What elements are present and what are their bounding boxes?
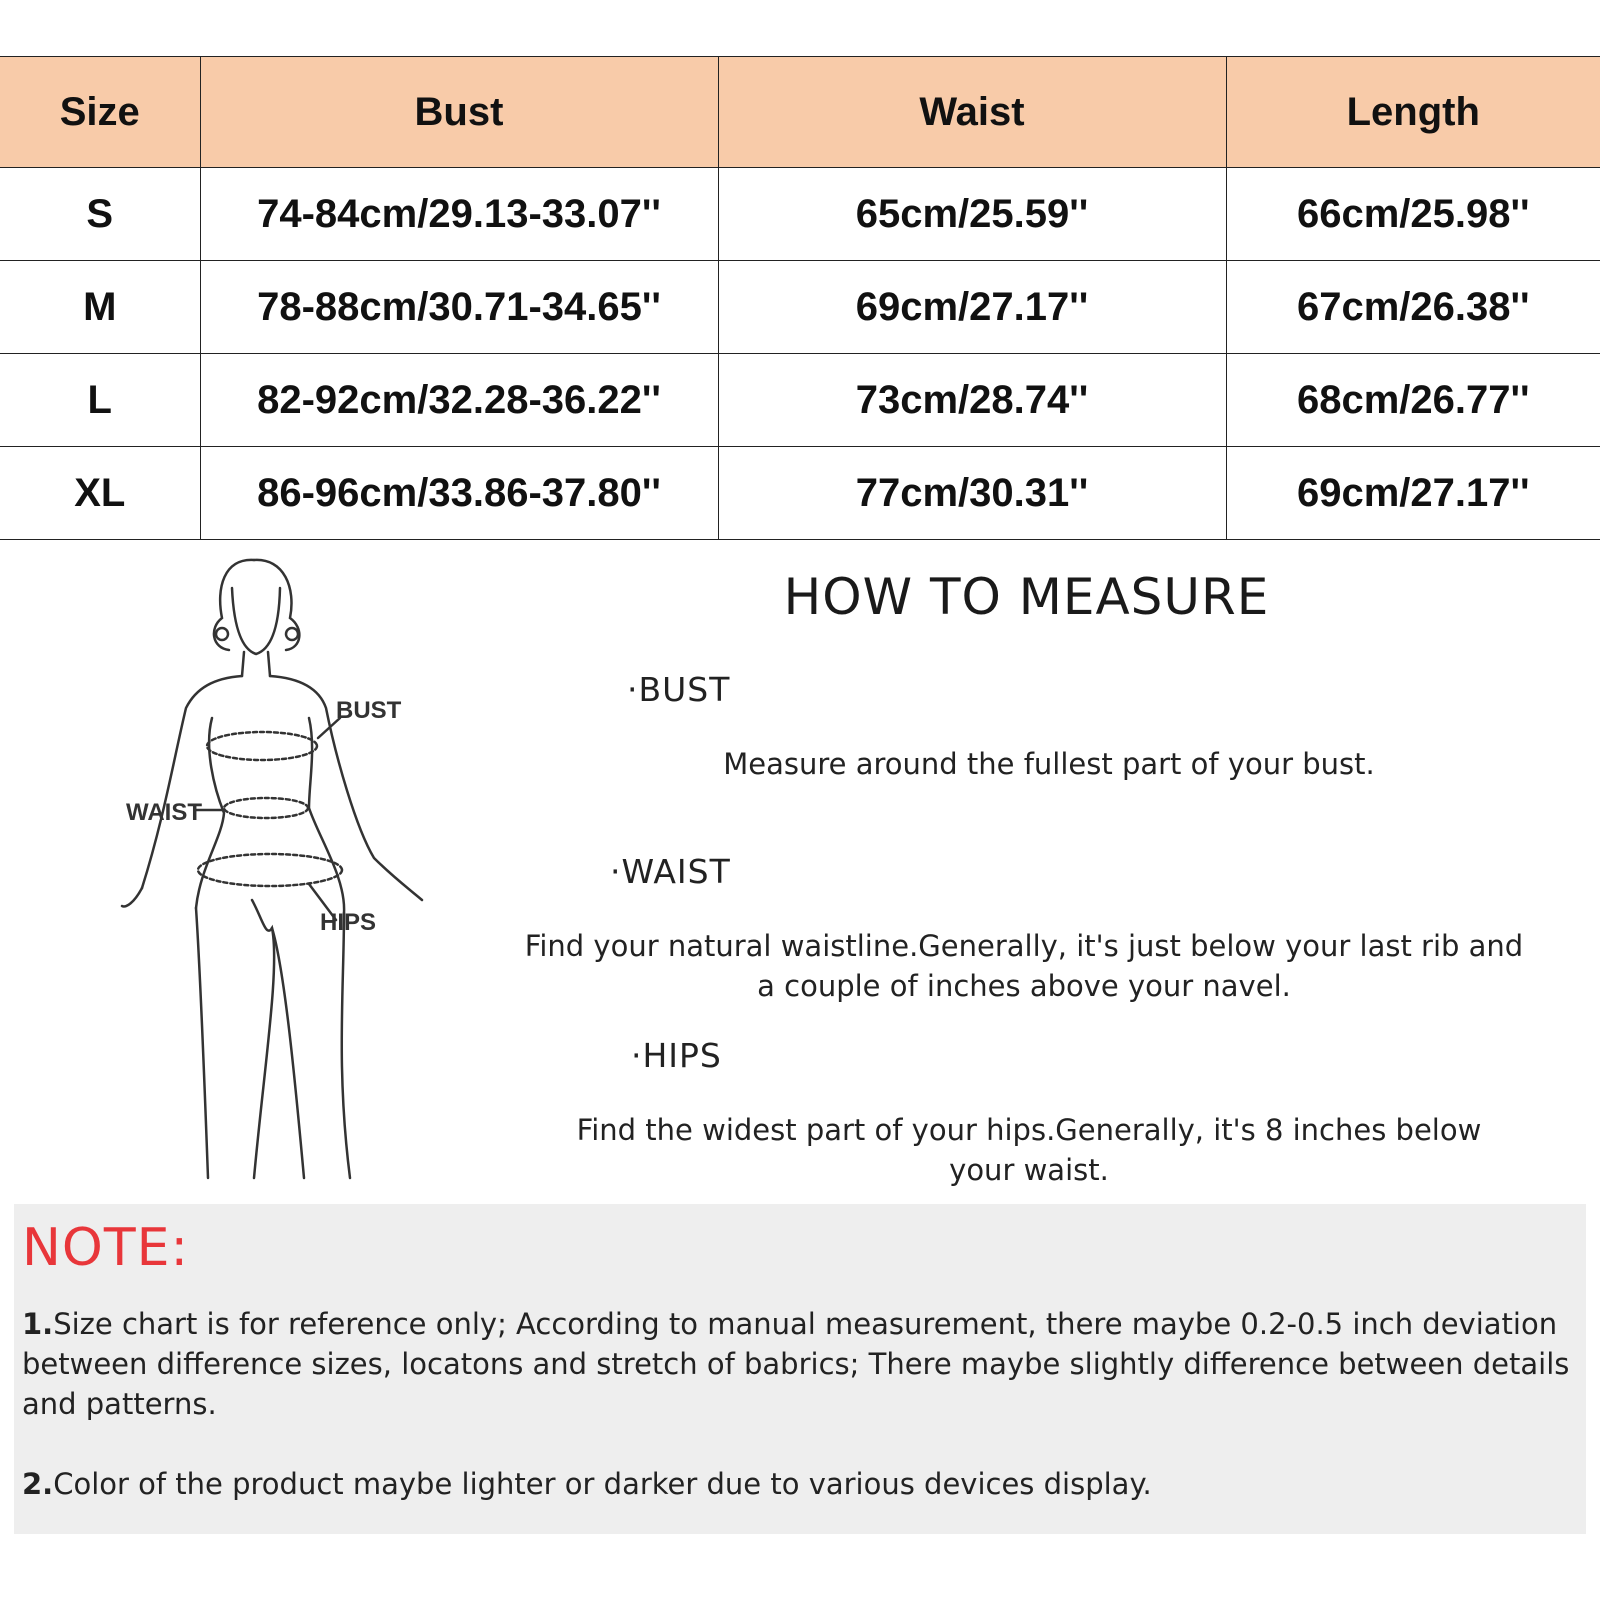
how-to-measure-panel bbox=[14, 548, 1586, 1200]
hips-instruction: Find the widest part of your hips.Generally, it's 8 inches below your waist. bbox=[576, 1113, 1482, 1187]
table-row bbox=[0, 168, 1600, 261]
header-bust: Bust bbox=[200, 57, 718, 168]
cell-size: M bbox=[0, 261, 200, 354]
cell-length: 67cm/26.38'' bbox=[1226, 261, 1600, 354]
cell-length: 69cm/27.17'' bbox=[1226, 447, 1600, 540]
header-waist: Waist bbox=[718, 57, 1226, 168]
body-figure-illustration bbox=[104, 548, 464, 1200]
cell-waist: 73cm/28.74'' bbox=[718, 354, 1226, 447]
cell-bust: 78-88cm/30.71-34.65'' bbox=[200, 261, 718, 354]
figure-label-hips: HIPS bbox=[320, 909, 377, 936]
figure-label-waist: WAIST bbox=[126, 799, 202, 826]
note-text: Size chart is for reference only; According to manual measurement, there maybe 0.2-0.5 inch deviation between difference sizes, locatons and stretch of babrics; There maybe slightly difference between details and patterns. bbox=[22, 1307, 1570, 1421]
table-header-row bbox=[0, 57, 1600, 168]
note-number: 1. bbox=[22, 1307, 54, 1341]
figure-label-bust: BUST bbox=[336, 697, 402, 724]
note-item bbox=[22, 1464, 1577, 1504]
bust-instruction: Measure around the fullest part of your bust. bbox=[723, 747, 1375, 781]
cell-size: L bbox=[0, 354, 200, 447]
waist-instruction: Find your natural waistline.Generally, it's just below your last rib and a couple of inches above your navel. bbox=[524, 929, 1524, 1003]
table-row bbox=[0, 261, 1600, 354]
cell-size: S bbox=[0, 168, 200, 261]
note-number: 2. bbox=[22, 1467, 54, 1501]
table-row bbox=[0, 354, 1600, 447]
bust-heading: ·BUST bbox=[627, 670, 731, 709]
cell-length: 68cm/26.77'' bbox=[1226, 354, 1600, 447]
waist-heading: ·WAIST bbox=[610, 852, 731, 891]
cell-size: XL bbox=[0, 447, 200, 540]
cell-waist: 65cm/25.59'' bbox=[718, 168, 1226, 261]
note-panel bbox=[14, 1204, 1586, 1534]
cell-waist: 69cm/27.17'' bbox=[718, 261, 1226, 354]
header-size: Size bbox=[0, 57, 200, 168]
header-length: Length bbox=[1226, 57, 1600, 168]
cell-bust: 82-92cm/32.28-36.22'' bbox=[200, 354, 718, 447]
cell-waist: 77cm/30.31'' bbox=[718, 447, 1226, 540]
how-to-measure-title: HOW TO MEASURE bbox=[783, 568, 1270, 626]
hips-heading: ·HIPS bbox=[631, 1036, 722, 1075]
cell-length: 66cm/25.98'' bbox=[1226, 168, 1600, 261]
note-item bbox=[22, 1304, 1577, 1424]
note-text: Color of the product maybe lighter or darker due to various devices display. bbox=[53, 1467, 1152, 1501]
cell-bust: 86-96cm/33.86-37.80'' bbox=[200, 447, 718, 540]
table-row bbox=[0, 447, 1600, 540]
cell-bust: 74-84cm/29.13-33.07'' bbox=[200, 168, 718, 261]
note-title: NOTE: bbox=[22, 1218, 189, 1278]
size-chart-table bbox=[0, 56, 1600, 540]
